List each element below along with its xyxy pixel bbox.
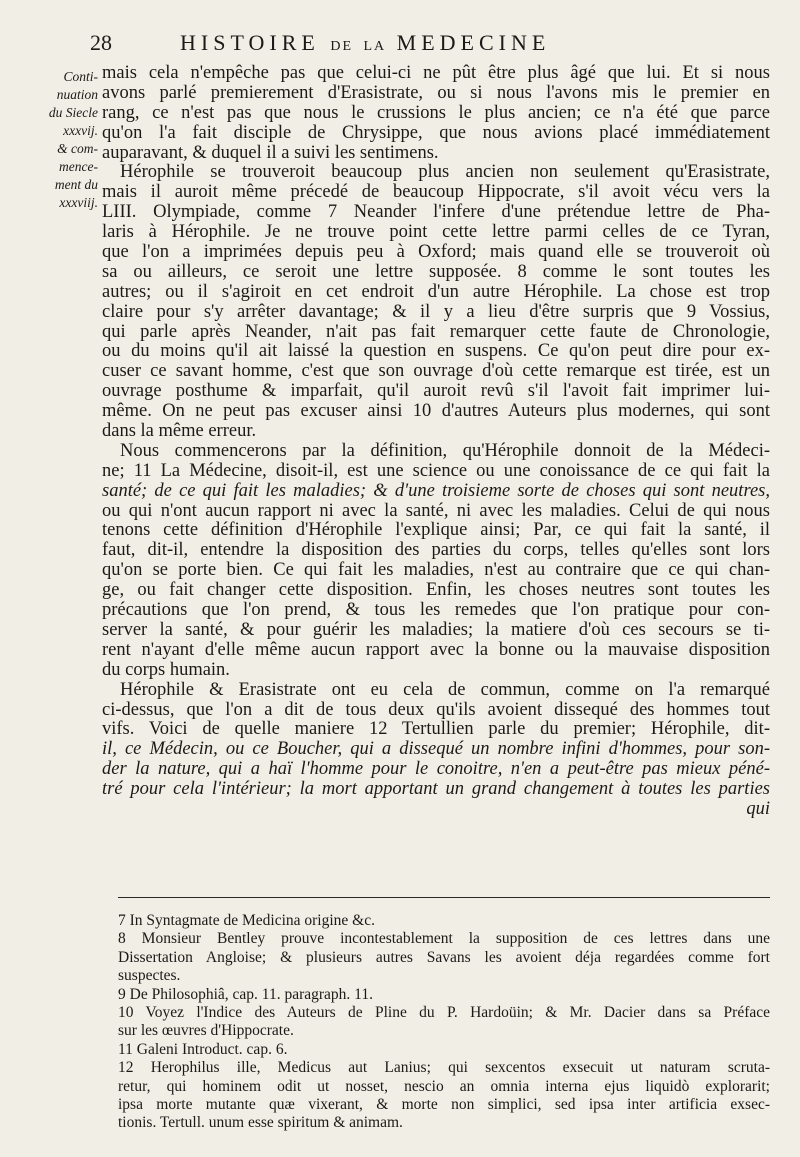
margin-note-line: xxxvij.	[63, 123, 98, 138]
body-line: Hérophile & Erasistrate ont eu cela de commun, comme on l'a remarqué	[120, 680, 770, 700]
footnote-line: Dissertation Angloise; & plusieurs autres Savans les avoient déja regardées comme fort	[118, 948, 770, 966]
body-line: santé; de ce qui fait les maladies; & d'une troisieme sorte de choses qui sont neutres,	[102, 481, 770, 501]
footnote-line: tionis. Tertull. unum esse spiritum & animam.	[118, 1114, 403, 1132]
page-number: 28	[90, 30, 112, 55]
footnote-line: sur les œuvres d'Hippocrate.	[118, 1022, 294, 1040]
body-line: que l'on a imprimées depuis peu à Oxford; mais quand elle se trouveroit où	[102, 243, 770, 263]
body-line: précautions que l'on prend, & tous les remedes que l'on pratique pour con-	[102, 601, 770, 621]
footnote-line: 7 In Syntagmate de Medicina origine &c.	[118, 912, 375, 929]
footnote-line: suspectes.	[118, 967, 181, 985]
footnote-line: 11 Galeni Introduct. cap. 6.	[118, 1040, 288, 1058]
footnote-line: 10 Voyez l'Indice des Auteurs de Pline du P. Hardoüin; & Mr. Dacier dans sa Préface	[118, 1003, 770, 1021]
margin-note-line: & com-	[57, 141, 98, 156]
title-word-medecine: MEDECINE	[396, 30, 551, 55]
margin-note-line: ment du	[54, 177, 98, 192]
body-line: autres; ou il s'agiroit en cet endroit d'un autre Hérophile. La chose est trop	[102, 282, 770, 302]
title-word-la: LA	[363, 39, 387, 54]
footnote-rule	[118, 897, 770, 898]
running-head	[90, 30, 710, 60]
body-line: LIII. Olympiade, comme 7 Neander l'infere d'une prétendue lettre de Pha-	[102, 203, 770, 223]
body-line: claire pour s'y arrêter davantage; & il y a lieu d'être surpris que 9 Vossius,	[102, 302, 770, 322]
body-line: laris à Hérophile. Je ne trouve point cette lettre parmi celles de ce Tyran,	[102, 223, 770, 243]
catchword: qui	[746, 799, 770, 819]
footnote-line: retur, qui hominem odit ut nosset, nescio an omnia interna ejus liquidò explorarit;	[118, 1077, 770, 1095]
body-line: Hérophile se trouveroit beaucoup plus ancien non seulement qu'Erasistrate,	[120, 163, 770, 183]
body-line: il, ce Médecin, ou ce Boucher, qui a dissequé un nombre infini d'hommes, pour son-	[102, 740, 770, 760]
body-line: Nous commencerons par la définition, qu'Hérophile donnoit de la Médeci-	[120, 441, 770, 461]
body-line: rent n'ayant d'elle même aucun rapport avec la bonne ou la mauvaise disposition	[102, 640, 770, 660]
body-line: mais cela n'empêche pas que celui-ci ne pût être plus âgé que lui. Et si nous	[102, 64, 770, 83]
running-title	[180, 30, 550, 56]
margin-note-line: du Siecle	[48, 105, 98, 120]
body-line: tré pour cela l'intérieur; la mort apportant un grand changement à toutes les parties	[102, 780, 770, 800]
body-line: ne; 11 La Médecine, disoit-il, est une science ou une conoissance de ce qui fait la	[102, 461, 770, 481]
title-word-histoire: HISTOIRE	[180, 30, 320, 55]
body-line: tenons cette définition d'Hérophile l'explique ainsi; Par, ce qui fait la santé, il	[102, 521, 770, 541]
body-line: du corps humain.	[102, 660, 230, 680]
body-line: rang, ce n'est pas que nous le crussions le plus ancien; ce n'a été que parce	[102, 103, 770, 123]
body-line: ou qui n'ont aucun rapport ni avec la santé, ni avec les maladies. Celui de qui nous	[102, 501, 770, 521]
body-line: même. On ne peut pas excuser ainsi 10 d'autres Auteurs plus modernes, qui sont	[102, 402, 770, 422]
body-line: vifs. Voici de quelle maniere 12 Tertullien parle du premier; Hérophile, dit-	[102, 720, 770, 740]
body-line: qui parle après Neander, n'ait pas fait remarquer cette faute de Chronologie,	[102, 322, 770, 342]
footnotes	[118, 912, 770, 1133]
margin-note-line: xxxviij.	[59, 195, 98, 210]
margin-note-line: Conti-	[63, 69, 98, 84]
title-word-de: DE	[330, 39, 353, 54]
footnote-line: ipsa morte mutante quæ vixerant, & morte non simplici, sed ipsa inter artificia exsec-	[118, 1095, 770, 1113]
body-line: ge, ou fait changer cette disposition. Enfin, les choses neutres sont toutes les	[102, 581, 770, 601]
body-line: server la santé, & pour guérir les maladies; la matiere d'où ces secours se ti-	[102, 620, 770, 640]
body-line: mais il auroit même précedé de beaucoup Hippocrate, s'il avoit vécu vers la	[102, 183, 770, 203]
body-line: avons parlé premierement d'Erasistrate, ou si nous l'avons mis le premier en	[102, 83, 770, 103]
body-line: auparavant, & duquel il a suivi les sentimens.	[102, 143, 439, 163]
body-line: ci-dessus, que l'on a dit de tous deux qu'ils avoient dissequé des hommes tout	[102, 700, 770, 720]
body-text	[102, 64, 770, 820]
body-line: ouvrage posthume & imparfait, qu'il auroit revû s'il l'avoit fait imprimer lui-	[102, 382, 770, 402]
body-line: faut, dit-il, entendre la disposition des parties du corps, telles qu'elles sont lors	[102, 541, 770, 561]
body-line: ou du moins qu'il ait laissé la question en suspens. Ce qu'on peut dire pour ex-	[102, 342, 770, 362]
body-line: qu'on se porte bien. Ce qui fait les maladies, n'est au contraire que ce qui chan-	[102, 561, 770, 581]
footnote-line: 12 Herophilus ille, Medicus aut Lanius; qui sexcentos exsecuit ut naturam scruta-	[118, 1059, 770, 1077]
footnote-line: 8 Monsieur Bentley prouve incontestablement la supposition de ces lettres dans une	[118, 930, 770, 948]
body-line: cuser ce savant homme, c'est que son ouvrage d'où cette remarque est tirée, est un	[102, 362, 770, 382]
body-line: qu'on l'a fait disciple de Chrysippe, que nous avions placé immédiatement	[102, 123, 770, 143]
body-line: sa ou ailleurs, ce seroit une lettre supposée. 8 comme le sont toutes les	[102, 262, 770, 282]
margin-note	[28, 68, 98, 212]
body-line: dans la même erreur.	[102, 422, 257, 442]
margin-note-line: mence-	[59, 159, 98, 174]
footnote-line: 9 De Philosophiâ, cap. 11. paragraph. 11.	[118, 985, 373, 1003]
margin-note-line: nuation	[56, 87, 98, 102]
body-line: der la nature, qui a haï l'homme pour le conoitre, n'en a peut-être pas mieux péné-	[102, 760, 770, 780]
